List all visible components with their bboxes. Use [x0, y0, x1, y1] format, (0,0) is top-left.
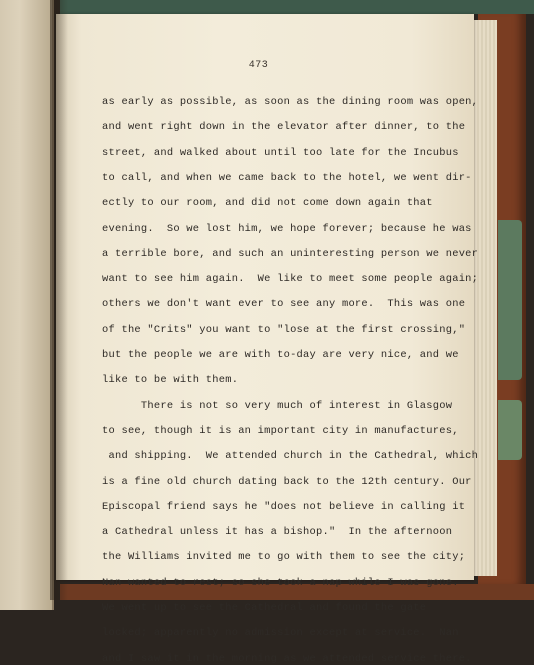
text-line: others we don't want ever to see any more. This was one — [102, 298, 466, 311]
text-line: but the people we are with to-day are very nice, and we — [102, 349, 459, 361]
text-line: to see, though it is an important city in manufactures, — [102, 424, 459, 437]
text-line: as early as possible, as soon as the dining room was open, — [102, 96, 479, 108]
text-line: a terrible bore, and such an uninteresting person we never — [102, 247, 479, 260]
text-line: the Williams invited me to go with them to see the city; — [102, 551, 466, 564]
typed-page — [56, 14, 479, 665]
text-line: and went right down in the elevator after dinner, to the — [102, 121, 466, 134]
text-line: and I saw it in the morning as we attended service there. — [102, 652, 472, 665]
text-line: We went up to see the Cathedral and found the gate — [102, 602, 427, 614]
page-number: 473 — [248, 60, 269, 71]
text-line: a Cathedral unless it has a bishop." In the afternoon — [102, 526, 453, 539]
text-line: ectly to our room, and did not come down again that — [102, 197, 433, 210]
text-line: Episcopal friend says he "does not believe in calling it — [102, 500, 466, 513]
previous-page-edge — [0, 0, 54, 610]
text-line: There is not so very much of interest in Glasgow — [102, 399, 453, 412]
gutter-shadow — [50, 0, 68, 600]
text-line: like to be with them. — [102, 374, 239, 387]
text-line: of the "Crits" you want to "lose at the first crossing," — [102, 323, 466, 336]
text-line: and shipping. We attended church in the Cathedral, which — [102, 450, 479, 463]
cover-top-edge — [60, 0, 534, 14]
text-line: locked; apparently no admission except at service. Nan — [102, 627, 459, 640]
text-line: evening. So we lost him, we hope forever; because he was — [102, 222, 472, 235]
text-line: is a fine old church dating back to the 12th century. Our — [102, 475, 472, 488]
cover-green-patch — [498, 220, 522, 380]
text-line: street, and walked about until too late for the Incubus — [102, 146, 459, 159]
cover-green-patch — [498, 400, 522, 460]
text-line: Nan wanted to rest; so she took a nap while I was gone. — [102, 576, 459, 589]
text-line: to call, and when we came back to the hotel, we went dir- — [102, 171, 472, 184]
text-line: want to see him again. We like to meet some people again; — [102, 273, 479, 286]
